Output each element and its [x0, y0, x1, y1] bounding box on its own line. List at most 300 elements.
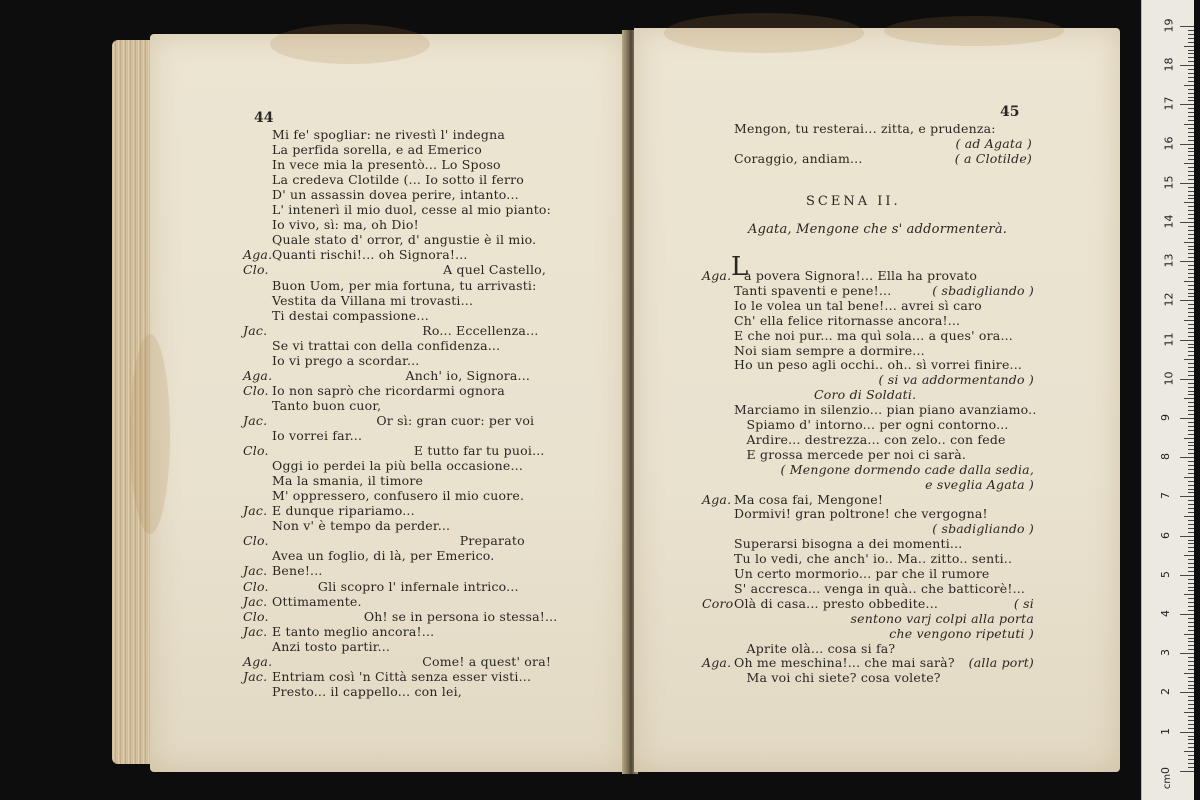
- ruler-minor-tick: [1188, 93, 1194, 94]
- ruler-minor-tick: [1188, 132, 1194, 133]
- ruler-minor-tick: [1188, 724, 1194, 725]
- ruler-minor-tick: [1188, 246, 1194, 247]
- stage-direction: ( sbadigliando ): [932, 521, 1034, 537]
- ruler-minor-tick: [1188, 367, 1194, 368]
- ruler-minor-tick: [1184, 673, 1194, 674]
- ruler-major-tick: [1180, 26, 1194, 27]
- ruler-minor-tick: [1188, 736, 1194, 737]
- verse-line: Ho un peso agli occhi.. oh.. sì vorrei finire...: [734, 357, 1023, 373]
- speaker-label: Jac.: [243, 322, 268, 338]
- verse-line: Oh! se in persona io stessa!...: [272, 608, 558, 624]
- ruler-minor-tick: [1188, 285, 1194, 286]
- ruler-major-tick: [1180, 418, 1194, 419]
- ruler-minor-tick: [1188, 108, 1194, 109]
- ruler-minor-tick: [1184, 124, 1194, 125]
- verse-line: Quanti rischi!... oh Signora!...: [272, 247, 468, 263]
- ruler-minor-tick: [1188, 524, 1194, 525]
- verse-line: a povera Signora!... Ella ha provato: [744, 268, 978, 283]
- speaker-label: Jac.: [243, 668, 268, 684]
- ruler-minor-tick: [1184, 555, 1194, 556]
- ruler-minor-tick: [1188, 571, 1194, 572]
- ruler-minor-tick: [1188, 293, 1194, 294]
- ruler-minor-tick: [1188, 116, 1194, 117]
- verse-line: Anch' io, Signora...: [272, 367, 531, 383]
- ruler-minor-tick: [1188, 638, 1194, 639]
- ruler-minor-tick: [1188, 112, 1194, 113]
- ruler-number: 13: [1162, 253, 1176, 268]
- ruler-minor-tick: [1188, 308, 1194, 309]
- ruler-minor-tick: [1188, 708, 1194, 709]
- ruler-minor-tick: [1188, 512, 1194, 513]
- verse-line: Ma cosa fai, Mengone!: [734, 491, 884, 507]
- ruler-major-tick: [1180, 144, 1194, 145]
- drop-cap: L: [731, 252, 749, 282]
- ruler-minor-tick: [1188, 767, 1194, 768]
- speaker-label: Jac.: [243, 563, 268, 579]
- ruler-minor-tick: [1188, 53, 1194, 54]
- ruler-number: 19: [1162, 18, 1176, 33]
- verse-line: Presto... il cappello... con lei,: [272, 683, 462, 699]
- ruler-minor-tick: [1188, 426, 1194, 427]
- ruler-minor-tick: [1188, 579, 1194, 580]
- ruler-minor-tick: [1188, 167, 1194, 168]
- ruler-minor-tick: [1184, 438, 1194, 439]
- ruler-major-tick: [1180, 614, 1194, 615]
- ruler-minor-tick: [1188, 120, 1194, 121]
- stage-direction: ( sbadigliando ): [932, 282, 1034, 298]
- ruler-minor-tick: [1188, 226, 1194, 227]
- ruler-minor-tick: [1184, 85, 1194, 86]
- ruler-minor-tick: [1184, 634, 1194, 635]
- verse-line: M' oppressero, confusero il mio cuore.: [272, 488, 525, 504]
- ruler-minor-tick: [1188, 481, 1194, 482]
- ruler-minor-tick: [1188, 763, 1194, 764]
- ruler-minor-tick: [1188, 394, 1194, 395]
- ruler-number: 18: [1162, 57, 1176, 72]
- verse-line: Io vivo, sì: ma, oh Dio!: [272, 217, 419, 233]
- ruler-minor-tick: [1188, 155, 1194, 156]
- verse-line: D' un assassin dovea perire, intanto...: [272, 187, 519, 203]
- ruler-major-tick: [1180, 222, 1194, 223]
- right-page: [634, 28, 1120, 772]
- verse-line: A quel Castello,: [272, 262, 547, 278]
- stage-direction: sentono varj colpi alla porta: [850, 610, 1034, 626]
- stage-direction: ( si: [1013, 595, 1034, 611]
- ruler-minor-tick: [1188, 128, 1194, 129]
- ruler-minor-tick: [1188, 234, 1194, 235]
- ruler-minor-tick: [1188, 657, 1194, 658]
- ruler-minor-tick: [1188, 465, 1194, 466]
- verse-line: Buon Uom, per mia fortuna, tu arrivasti:: [272, 277, 537, 293]
- verse-line: Ottimamente.: [272, 593, 362, 609]
- ruler-major-tick: [1180, 104, 1194, 105]
- ruler-minor-tick: [1188, 316, 1194, 317]
- ruler-minor-tick: [1188, 598, 1194, 599]
- ruler-minor-tick: [1188, 136, 1194, 137]
- scene-title: SCENA II.: [806, 194, 901, 209]
- verse-line: Quale stato d' orror, d' angustie è il mio.: [272, 232, 537, 248]
- ruler-minor-tick: [1188, 265, 1194, 266]
- ruler-minor-tick: [1188, 57, 1194, 58]
- ruler-minor-tick: [1188, 179, 1194, 180]
- verse-line: Un certo mormorio... par che il rumore: [734, 566, 990, 581]
- ruler-minor-tick: [1188, 508, 1194, 509]
- ruler-minor-tick: [1188, 547, 1194, 548]
- left-page: [150, 34, 626, 772]
- ruler-minor-tick: [1188, 97, 1194, 98]
- ruler-minor-tick: [1188, 665, 1194, 666]
- ruler-major-tick: [1180, 575, 1194, 576]
- ruler-minor-tick: [1188, 747, 1194, 748]
- ruler-number: 11: [1162, 332, 1176, 347]
- verse-line: E tutto far tu puoi...: [272, 443, 545, 459]
- ruler-minor-tick: [1188, 528, 1194, 529]
- verse-line: Io non saprò che ricordarmi ognora: [272, 382, 505, 398]
- ruler-minor-tick: [1184, 712, 1194, 713]
- ruler-minor-tick: [1184, 359, 1194, 360]
- ruler-minor-tick: [1188, 630, 1194, 631]
- ruler-minor-tick: [1188, 622, 1194, 623]
- ruler-minor-tick: [1188, 728, 1194, 729]
- ruler-minor-tick: [1188, 30, 1194, 31]
- ruler-minor-tick: [1188, 304, 1194, 305]
- ruler-minor-tick: [1188, 73, 1194, 74]
- ruler-number: 9: [1159, 414, 1172, 421]
- ruler-minor-tick: [1184, 594, 1194, 595]
- ruler-minor-tick: [1184, 163, 1194, 164]
- ruler-minor-tick: [1188, 720, 1194, 721]
- ruler-minor-tick: [1188, 351, 1194, 352]
- speaker-label: Aga.: [702, 268, 732, 283]
- ruler-minor-tick: [1184, 242, 1194, 243]
- ruler-minor-tick: [1188, 504, 1194, 505]
- verse-line: E grossa mercede per noi ci sarà.: [734, 446, 967, 462]
- ruler-minor-tick: [1188, 739, 1194, 740]
- ruler-major-tick: [1180, 536, 1194, 537]
- ruler-minor-tick: [1188, 375, 1194, 376]
- ruler-major-tick: [1180, 692, 1194, 693]
- ruler-minor-tick: [1188, 89, 1194, 90]
- speaker-label: Aga.: [702, 491, 732, 507]
- verse-line: Non v' è tempo da perder...: [272, 518, 451, 534]
- ruler-minor-tick: [1188, 669, 1194, 670]
- ruler-minor-tick: [1188, 336, 1194, 337]
- ruler-minor-tick: [1188, 641, 1194, 642]
- ruler-minor-tick: [1188, 347, 1194, 348]
- ruler-minor-tick: [1188, 61, 1194, 62]
- ruler-minor-tick: [1188, 191, 1194, 192]
- ruler-minor-tick: [1188, 406, 1194, 407]
- ruler-minor-tick: [1188, 469, 1194, 470]
- ruler-minor-tick: [1188, 253, 1194, 254]
- ruler-number: 16: [1162, 136, 1176, 151]
- stage-direction: Coro di Soldati.: [814, 387, 917, 403]
- ruler-minor-tick: [1188, 430, 1194, 431]
- verse-line: Io le volea un tal bene!... avrei sì caro: [734, 297, 982, 313]
- ruler-minor-tick: [1188, 296, 1194, 297]
- verse-line: Io vi prego a scordar...: [272, 352, 420, 368]
- ruler-number: 10: [1162, 371, 1176, 386]
- ruler-minor-tick: [1188, 422, 1194, 423]
- ruler-minor-tick: [1188, 81, 1194, 82]
- ruler-minor-tick: [1188, 77, 1194, 78]
- ruler-minor-tick: [1188, 355, 1194, 356]
- ruler-minor-tick: [1188, 50, 1194, 51]
- ruler-minor-tick: [1188, 312, 1194, 313]
- ruler-minor-tick: [1188, 328, 1194, 329]
- ruler-major-tick: [1180, 379, 1194, 380]
- verse-line: L' intenerì il mio duol, cesse al mio pianto:: [272, 202, 552, 218]
- speaker-label: Clo.: [243, 578, 269, 594]
- ruler-minor-tick: [1188, 543, 1194, 544]
- speaker-label: Jac.: [243, 503, 268, 519]
- stage-direction: che vengono ripetuti ): [889, 625, 1034, 641]
- verse-line: Entriam così 'n Città senza esser visti...: [272, 668, 532, 684]
- verse-line: Tanto buon cuor,: [272, 397, 382, 413]
- ruler-minor-tick: [1188, 551, 1194, 552]
- ruler-minor-tick: [1184, 281, 1194, 282]
- ruler-minor-tick: [1188, 187, 1194, 188]
- ruler-major-tick: [1180, 732, 1194, 733]
- ruler-minor-tick: [1188, 445, 1194, 446]
- ruler-number: 6: [1159, 531, 1172, 539]
- ruler-minor-tick: [1188, 696, 1194, 697]
- ruler-minor-tick: [1188, 685, 1194, 686]
- speaker-label: Clo.: [243, 608, 269, 624]
- verse-line: Gli scopro l' infernale intrico...: [272, 578, 519, 594]
- ruler-minor-tick: [1188, 704, 1194, 705]
- ruler-minor-tick: [1188, 273, 1194, 274]
- ruler-minor-tick: [1188, 434, 1194, 435]
- speaker-label: Jac.: [243, 593, 268, 609]
- stage-direction: (alla port): [968, 655, 1034, 671]
- verse-line: E dunque ripariamo...: [272, 503, 415, 519]
- ruler-minor-tick: [1184, 320, 1194, 321]
- verse-line: Ma voi chi siete? cosa volete?: [734, 670, 941, 686]
- speaker-label: Aga.: [243, 653, 273, 669]
- verse-line: Preparato: [272, 533, 525, 549]
- ruler-minor-tick: [1188, 688, 1194, 689]
- ruler-minor-tick: [1184, 398, 1194, 399]
- verse-line: Spiamo d' intorno... per ogni contorno...: [734, 417, 1009, 432]
- ruler-minor-tick: [1188, 449, 1194, 450]
- ruler-minor-tick: [1188, 69, 1194, 70]
- ruler-minor-tick: [1188, 324, 1194, 325]
- ruler-minor-tick: [1188, 473, 1194, 474]
- ruler-minor-tick: [1188, 402, 1194, 403]
- ruler-minor-tick: [1188, 626, 1194, 627]
- verse-line: Aprite olà... cosa si fa?: [734, 640, 896, 656]
- ruler-minor-tick: [1188, 332, 1194, 333]
- verse-line: Ch' ella felice ritornasse ancora!...: [734, 312, 961, 328]
- ruler-minor-tick: [1188, 618, 1194, 619]
- ruler-minor-tick: [1188, 743, 1194, 744]
- ruler-minor-tick: [1188, 238, 1194, 239]
- ruler-minor-tick: [1188, 590, 1194, 591]
- verse-line: S' accresca... venga in quà.. che batticorè!...: [734, 580, 1026, 596]
- verse-line: Ti destai compassione...: [272, 307, 429, 323]
- ruler-minor-tick: [1188, 371, 1194, 372]
- ruler-number: 4: [1159, 610, 1172, 617]
- verse-line: Anzi tosto partir...: [272, 638, 391, 654]
- verse-line: Ro... Eccellenza...: [272, 322, 539, 338]
- scene-subtitle: Agata, Mengone che s' addormenterà.: [748, 222, 1008, 237]
- speaker-label: Jac.: [243, 623, 268, 639]
- ruler-minor-tick: [1188, 391, 1194, 392]
- ruler-minor-tick: [1188, 500, 1194, 501]
- ruler-minor-tick: [1184, 751, 1194, 752]
- ruler-number: 14: [1162, 214, 1176, 229]
- ruler-number: 15: [1162, 175, 1176, 190]
- ruler-minor-tick: [1188, 649, 1194, 650]
- page-number-left: 44: [254, 110, 274, 126]
- ruler-minor-tick: [1188, 700, 1194, 701]
- ruler-minor-tick: [1188, 42, 1194, 43]
- ruler-minor-tick: [1188, 383, 1194, 384]
- ruler-major-tick: [1180, 340, 1194, 341]
- verse-line: Bene!...: [272, 563, 323, 579]
- ruler-minor-tick: [1188, 206, 1194, 207]
- ruler-minor-tick: [1188, 567, 1194, 568]
- speaker-label: Aga.: [243, 247, 273, 263]
- ruler-minor-tick: [1188, 442, 1194, 443]
- ruler-minor-tick: [1188, 520, 1194, 521]
- speaker-label: Clo.: [243, 262, 269, 278]
- ruler-minor-tick: [1188, 461, 1194, 462]
- ruler-minor-tick: [1188, 759, 1194, 760]
- verse-line: Coraggio, andiam...: [734, 151, 863, 166]
- ruler-major-tick: [1180, 300, 1194, 301]
- ruler-major-tick: [1180, 496, 1194, 497]
- ruler-minor-tick: [1188, 257, 1194, 258]
- ruler-minor-tick: [1188, 230, 1194, 231]
- ruler-minor-tick: [1188, 489, 1194, 490]
- stage-direction: e sveglia Agata ): [925, 476, 1034, 492]
- verse-line: Noi siam sempre a dormire...: [734, 342, 925, 358]
- verse-line: Oh me meschina!... che mai sarà?: [734, 655, 955, 671]
- ruler-minor-tick: [1184, 477, 1194, 478]
- verse-line: Avea un foglio, di là, per Emerico.: [272, 548, 495, 564]
- ruler-minor-tick: [1188, 410, 1194, 411]
- verse-line: Tanti spaventi e pene!...: [734, 282, 892, 298]
- speaker-label: Jac.: [243, 412, 268, 428]
- stage-direction: ( Mengone dormendo cade dalla sedia,: [780, 461, 1034, 477]
- ruler-major-tick: [1180, 771, 1194, 772]
- measurement-ruler: [1141, 0, 1194, 800]
- ruler-minor-tick: [1188, 681, 1194, 682]
- verse-line: Superarsi bisogna a dei momenti...: [734, 536, 963, 552]
- ruler-major-tick: [1180, 183, 1194, 184]
- ruler-minor-tick: [1188, 559, 1194, 560]
- ruler-number: 0: [1159, 766, 1172, 774]
- ruler-minor-tick: [1188, 492, 1194, 493]
- ruler-minor-tick: [1188, 269, 1194, 270]
- stage-direction: ( a Clotilde): [954, 151, 1032, 166]
- ruler-minor-tick: [1188, 583, 1194, 584]
- ruler-minor-tick: [1184, 202, 1194, 203]
- ruler-major-tick: [1180, 261, 1194, 262]
- ruler-minor-tick: [1188, 277, 1194, 278]
- speaker-label: Aga.: [243, 367, 273, 383]
- stage-direction: ( ad Agata ): [955, 136, 1032, 151]
- ruler-minor-tick: [1184, 516, 1194, 517]
- speaker-label: Coro: [702, 595, 734, 611]
- ruler-minor-tick: [1188, 148, 1194, 149]
- ruler-minor-tick: [1188, 218, 1194, 219]
- ruler-minor-tick: [1188, 540, 1194, 541]
- ruler-minor-tick: [1188, 453, 1194, 454]
- verse-line: Se vi trattai con della confidenza...: [272, 337, 501, 353]
- ruler-minor-tick: [1188, 485, 1194, 486]
- ruler-minor-tick: [1188, 289, 1194, 290]
- ruler-minor-tick: [1188, 716, 1194, 717]
- ruler-minor-tick: [1188, 249, 1194, 250]
- ruler-major-tick: [1180, 457, 1194, 458]
- speaker-label: Aga.: [702, 655, 732, 671]
- ruler-minor-tick: [1188, 175, 1194, 176]
- ruler-minor-tick: [1188, 677, 1194, 678]
- verse-line: Io vorrei far...: [272, 428, 363, 443]
- ruler-minor-tick: [1188, 661, 1194, 662]
- ruler-minor-tick: [1188, 214, 1194, 215]
- ruler-number: 1: [1159, 727, 1172, 735]
- verse-line: Mi fe' spogliar: ne rivestì l' indegna: [272, 127, 505, 142]
- ruler-minor-tick: [1188, 532, 1194, 533]
- ruler-minor-tick: [1188, 602, 1194, 603]
- verse-line: La perfida sorella, e ad Emerico: [272, 142, 482, 158]
- ruler-number: 12: [1162, 292, 1176, 307]
- ruler-minor-tick: [1184, 46, 1194, 47]
- speaker-label: Clo.: [243, 533, 269, 549]
- verse-line: Ardire... destrezza... con zelo.. con fede: [734, 431, 1006, 447]
- ruler-number: 5: [1159, 570, 1172, 578]
- ruler-minor-tick: [1188, 151, 1194, 152]
- verse-line: Vestita da Villana mi trovasti...: [272, 292, 474, 308]
- ruler-number: 8: [1159, 453, 1172, 461]
- verse-line: Mengon, tu resterai... zitta, e prudenza:: [734, 121, 996, 136]
- ruler-major-tick: [1180, 653, 1194, 654]
- verse-line: Dormivi! gran poltrone! che vergogna!: [734, 506, 988, 522]
- verse-line: In vece mia la presentò... Lo Sposo: [272, 157, 501, 173]
- verse-line: E tanto meglio ancora!...: [272, 623, 435, 639]
- ruler-minor-tick: [1188, 344, 1194, 345]
- ruler-minor-tick: [1188, 159, 1194, 160]
- ruler-minor-tick: [1188, 38, 1194, 39]
- ruler-minor-tick: [1188, 210, 1194, 211]
- ruler-minor-tick: [1188, 34, 1194, 35]
- stage-direction: ( si va addormentando ): [878, 372, 1034, 388]
- ruler-minor-tick: [1188, 645, 1194, 646]
- ruler-minor-tick: [1188, 198, 1194, 199]
- ruler-number: 7: [1159, 492, 1172, 500]
- ruler-minor-tick: [1188, 414, 1194, 415]
- verse-line: Ma la smania, il timore: [272, 473, 424, 489]
- verse-line: La credeva Clotilde (... Io sotto il ferro: [272, 172, 525, 188]
- ruler-unit: cm: [1162, 773, 1174, 790]
- verse-line: Or sì: gran cuor: per voi: [272, 412, 535, 428]
- ruler-minor-tick: [1188, 610, 1194, 611]
- verse-line: Marciamo in silenzio... pian piano avanziamo..: [734, 402, 1037, 418]
- ruler-number: 3: [1159, 649, 1172, 657]
- ruler-minor-tick: [1188, 755, 1194, 756]
- ruler-minor-tick: [1188, 171, 1194, 172]
- ruler-minor-tick: [1188, 587, 1194, 588]
- verse-line: Olà di casa... presto obbedite...: [734, 595, 939, 611]
- ruler-minor-tick: [1188, 606, 1194, 607]
- ruler-number: 17: [1162, 96, 1176, 111]
- ruler-major-tick: [1180, 65, 1194, 66]
- ruler-minor-tick: [1188, 363, 1194, 364]
